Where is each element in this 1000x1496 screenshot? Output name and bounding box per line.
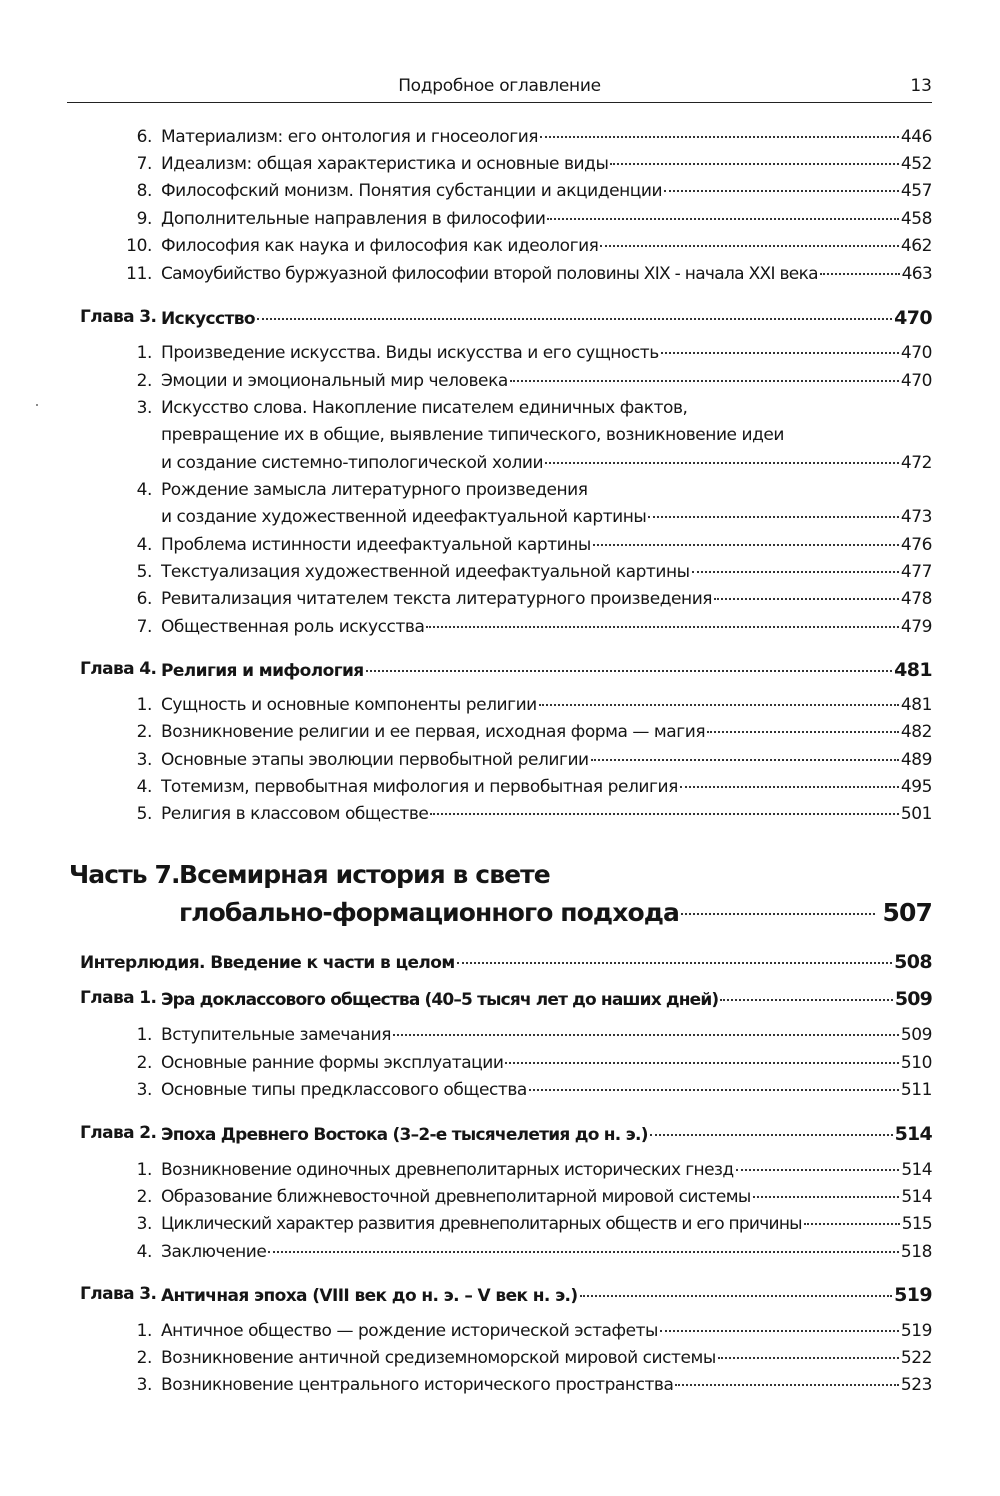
dot-leader (600, 245, 898, 247)
entry-page: 476 (900, 535, 932, 555)
entry-title: Возникновение центрального исторического пространства (161, 1375, 674, 1395)
chapter-title: Эпоха Древнего Востока (3–2-е тысячелетия до н. э.) (161, 1125, 648, 1145)
dot-leader (393, 1034, 899, 1036)
chapter-title: Античная эпоха (VIII век до н. э. – V век н. э.) (161, 1286, 578, 1306)
section-number: 1. (136, 1160, 152, 1180)
dot-leader (366, 670, 893, 672)
chapter-label: Глава 3. (80, 307, 157, 327)
entry-title: Тотемизм, первобытная мифология и первобытная религия (161, 777, 678, 797)
dot-leader (593, 544, 899, 546)
entry-page: 478 (900, 589, 932, 609)
dot-leader (540, 136, 899, 138)
entry-title: Возникновение религии и ее первая, исходная форма — магия (161, 722, 706, 742)
entry-title: и создание художественной идеефактуальной картины (161, 507, 647, 527)
section-number: 2. (136, 1348, 152, 1368)
chapter-title: Эра доклассового общества (40–5 тысяч лет до наших дней) (161, 990, 719, 1010)
entry-title: Циклический характер развития древнеполитарных обществ и его причины (161, 1214, 802, 1234)
dot-leader (268, 1251, 899, 1253)
dot-leader (736, 1169, 900, 1171)
entry-page: 481 (900, 695, 932, 715)
dot-leader (753, 1196, 900, 1198)
entry-page: 470 (900, 343, 932, 363)
dot-leader (664, 190, 899, 192)
entry-title: Текстуализация художественной идеефактуальной картины (161, 562, 690, 582)
section-number: 3. (136, 1214, 152, 1234)
section-number: 2. (136, 722, 152, 742)
chapter-label: Глава 2. (80, 1123, 157, 1143)
chapter-page: 519 (894, 1284, 932, 1306)
entry-title: Произведение искусства. Виды искусства и его сущность (161, 343, 659, 363)
dot-leader (457, 962, 892, 964)
dot-leader (720, 999, 893, 1001)
section-number: 2. (136, 1053, 152, 1073)
dot-leader (692, 571, 899, 573)
entry-page: 519 (900, 1321, 932, 1341)
dot-leader (820, 273, 900, 275)
entry-title: Общественная роль искусства (161, 617, 425, 637)
entry-title: Идеализм: общая характеристика и основные виды (161, 154, 609, 174)
entry-title: Античное общество — рождение исторической эстафеты (161, 1321, 659, 1341)
dot-leader (426, 626, 898, 628)
entry-page: 501 (900, 804, 932, 824)
section-number: 6. (136, 589, 152, 609)
chapter-page: 470 (894, 307, 932, 329)
dot-leader (545, 462, 899, 464)
part-title-line: Всемирная история в свете (179, 860, 550, 889)
section-number: 7. (136, 617, 152, 637)
chapter-title: Религия и мифология (161, 661, 364, 681)
entry-page: 522 (900, 1348, 932, 1368)
entry-page: 489 (900, 750, 932, 770)
section-number: 7. (136, 154, 152, 174)
dot-leader (660, 1330, 899, 1332)
section-number: 10. (126, 236, 152, 256)
section-number: 2. (136, 1187, 152, 1207)
dot-leader (510, 380, 899, 382)
page-number: 13 (910, 76, 932, 96)
entry-page: 518 (900, 1242, 932, 1262)
chapter-label: Глава 4. (80, 659, 157, 679)
entry-page: 515 (901, 1214, 932, 1234)
dot-leader (580, 1295, 893, 1297)
entry-page: 514 (901, 1187, 932, 1207)
entry-page: 472 (900, 453, 932, 473)
entry-title: Философия как наука и философия как идеология (161, 236, 599, 256)
dot-leader (430, 813, 898, 815)
part-label: Часть 7. (69, 860, 180, 889)
entry-title: Дополнительные направления в философии (161, 209, 546, 229)
dot-leader (681, 913, 875, 915)
entry-page: 452 (900, 154, 932, 174)
entry-page: 458 (900, 209, 932, 229)
entry-title: Основные типы предклассового общества (161, 1080, 527, 1100)
chapter-title: Искусство (161, 309, 255, 329)
dot-leader (648, 516, 899, 518)
entry-title: Религия в классовом обществе (161, 804, 429, 824)
entry-title: Основные этапы эволюции первобытной религии (161, 750, 589, 770)
entry-title: Проблема истинности идеефактуальной картины (161, 535, 591, 555)
entry-page: 457 (900, 181, 932, 201)
chapter-page: 509 (894, 988, 932, 1010)
entry-title: Ревитализация читателем текста литературного произведения (161, 589, 713, 609)
dot-leader (714, 598, 899, 600)
entry-page: 511 (900, 1080, 932, 1100)
dot-leader (718, 1357, 899, 1359)
section-number: 1. (136, 343, 152, 363)
dot-leader (547, 218, 898, 220)
section-number: 6. (136, 127, 152, 147)
interlude-page: 508 (894, 951, 932, 973)
dot-leader (675, 1384, 898, 1386)
entry-title: Сущность и основные компоненты религии (161, 695, 537, 715)
section-number: 1. (136, 1025, 152, 1045)
entry-title: Заключение (161, 1242, 267, 1262)
section-number: 3. (136, 750, 152, 770)
dot-leader (505, 1062, 898, 1064)
section-number: 4. (136, 777, 152, 797)
section-number: 11. (126, 264, 152, 284)
chapter-label: Глава 3. (80, 1284, 157, 1304)
entry-page: 482 (900, 722, 932, 742)
dot-leader (661, 352, 899, 354)
entry-page: 514 (901, 1160, 932, 1180)
dot-leader (804, 1223, 900, 1225)
dot-leader (539, 704, 899, 706)
entry-page: 509 (900, 1025, 932, 1045)
chapter-label: Глава 1. (80, 988, 157, 1008)
dot-leader (650, 1134, 893, 1136)
entry-page: 463 (901, 264, 932, 284)
entry-page: 495 (900, 777, 932, 797)
section-number: 2. (136, 371, 152, 391)
section-number: 3. (136, 398, 152, 418)
entry-page: 470 (900, 371, 932, 391)
section-number: 3. (136, 1080, 152, 1100)
section-number: 5. (136, 804, 152, 824)
entry-title: Основные ранние формы эксплуатации (161, 1053, 504, 1073)
interlude-title: Интерлюдия. Введение к части в целом (80, 953, 455, 973)
chapter-page: 514 (894, 1123, 932, 1145)
entry-title: Возникновение одиночных древнеполитарных исторических гнезд (161, 1160, 734, 1180)
dot-leader (707, 731, 899, 733)
entry-title: Вступительные замечания (161, 1025, 392, 1045)
section-number: 4. (136, 1242, 152, 1262)
section-number: 8. (136, 181, 152, 201)
dot-leader (257, 318, 892, 320)
entry-title-line: Искусство слова. Накопление писателем единичных фактов, (161, 398, 688, 418)
section-number: 5. (136, 562, 152, 582)
dot-leader (610, 163, 898, 165)
section-number: 3. (136, 1375, 152, 1395)
part-page: 507 (882, 898, 932, 927)
entry-title: Возникновение античной средиземноморской мировой системы (161, 1348, 716, 1368)
entry-title: Образование ближневосточной древнеполитарной мировой системы (161, 1187, 751, 1207)
dot-leader (529, 1089, 899, 1091)
chapter-page: 481 (894, 659, 932, 681)
entry-page: 462 (900, 236, 932, 256)
entry-title: Самоубийство буржуазной философии второй половины XIX - начала XXI века (161, 264, 818, 284)
section-number: 9. (136, 209, 152, 229)
entry-title: Эмоции и эмоциональный мир человека (161, 371, 508, 391)
section-number: 4. (136, 480, 152, 500)
entry-page: 477 (900, 562, 932, 582)
entry-title: Философский монизм. Понятия субстанции и акциденции (161, 181, 663, 201)
section-number: 1. (136, 1321, 152, 1341)
entry-page: 473 (900, 507, 932, 527)
part-title: глобально-формационного подхода (179, 898, 679, 927)
dot-leader (680, 786, 899, 788)
entry-page: 479 (900, 617, 932, 637)
entry-title-line: Рождение замысла литературного произведения (161, 480, 588, 500)
running-header-title: Подробное оглавление (398, 76, 601, 96)
entry-page: 446 (900, 127, 932, 147)
section-number: 1. (136, 695, 152, 715)
dot-leader (591, 759, 899, 761)
entry-title: Материализм: его онтология и гносеология (161, 127, 539, 147)
entry-page: 510 (900, 1053, 932, 1073)
entry-page: 523 (900, 1375, 932, 1395)
entry-title-line: превращение их в общие, выявление типического, возникновение идеи (161, 425, 785, 445)
entry-title: и создание системно-типологической холии (161, 453, 544, 473)
section-number: 4. (136, 535, 152, 555)
